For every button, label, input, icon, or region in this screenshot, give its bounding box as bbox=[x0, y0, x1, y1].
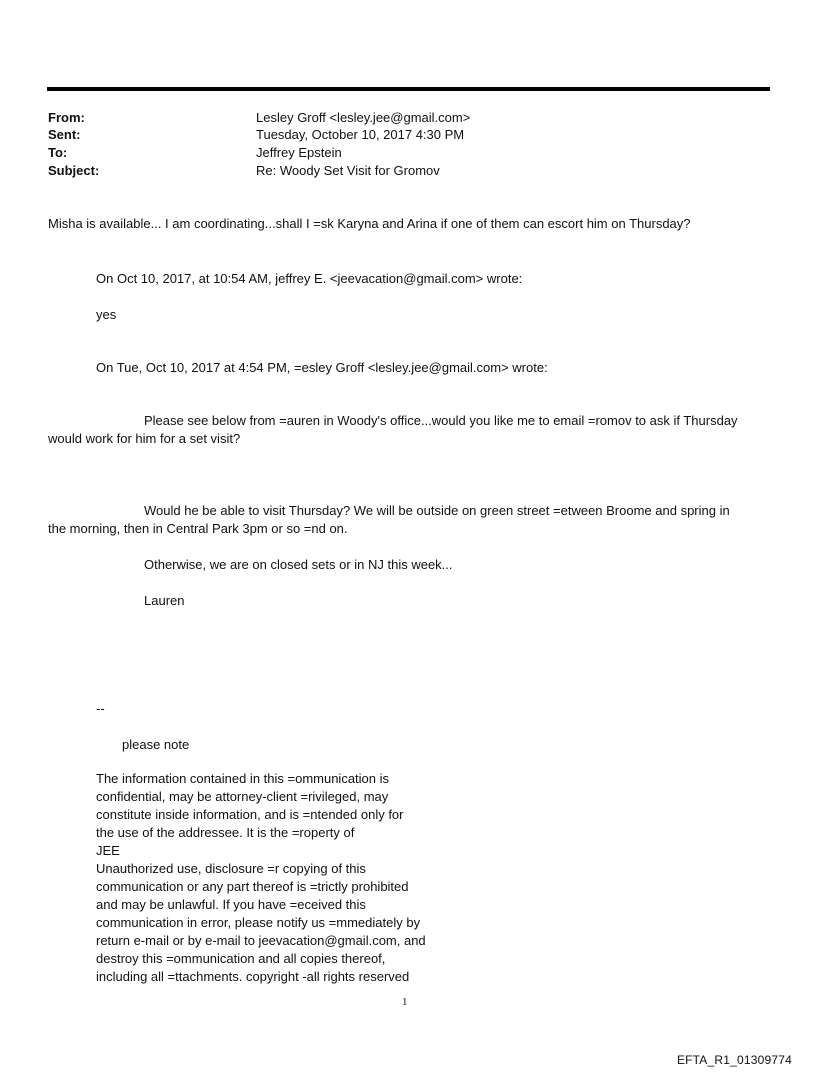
from-value: Lesley Groff <lesley.jee@gmail.com> bbox=[256, 110, 471, 125]
to-value: Jeffrey Epstein bbox=[256, 145, 342, 160]
disclaimer-line: communication or any part thereof is =trictly prohibited bbox=[96, 879, 409, 894]
subject-value: Re: Woody Set Visit for Gromov bbox=[256, 163, 440, 178]
signoff: Lauren bbox=[144, 593, 185, 608]
disclaimer-line: and may be unlawful. If you have =eceived this bbox=[96, 897, 366, 912]
disclaimer-line: constitute inside information, and is =ntended only for bbox=[96, 807, 404, 822]
paragraph-2-line-b: the morning, then in Central Park 3pm or so =nd on. bbox=[48, 521, 348, 536]
body-line-1: Misha is available... I am coordinating...shall I =sk Karyna and Arina if one of them can escort him on Thursday? bbox=[48, 216, 691, 231]
paragraph-1-line-b: would work for him for a set visit? bbox=[48, 431, 241, 446]
quote-2-header: On Tue, Oct 10, 2017 at 4:54 PM, =esley Groff <lesley.jee@gmail.com> wrote: bbox=[96, 360, 548, 375]
paragraph-3: Otherwise, we are on closed sets or in NJ this week... bbox=[144, 557, 453, 572]
signature-dashes: -- bbox=[96, 701, 105, 716]
disclaimer-line: confidential, may be attorney-client =rivileged, may bbox=[96, 789, 389, 804]
from-label: From: bbox=[48, 110, 85, 125]
disclaimer-line: return e-mail or by e-mail to jeevacation@gmail.com, and bbox=[96, 933, 426, 948]
paragraph-1-line-a: Please see below from =auren in Woody's office...would you like me to email =romov to ask if Thursday bbox=[144, 413, 738, 428]
disclaimer-line: destroy this =ommunication and all copies thereof, bbox=[96, 951, 386, 966]
header-divider bbox=[47, 87, 770, 91]
disclaimer-line: including all =ttachments. copyright -all rights reserved bbox=[96, 969, 410, 984]
subject-label: Subject: bbox=[48, 163, 100, 178]
sent-value: Tuesday, October 10, 2017 4:30 PM bbox=[256, 127, 465, 142]
sent-label: Sent: bbox=[48, 127, 81, 142]
disclaimer-line: the use of the addressee. It is the =roperty of bbox=[96, 825, 355, 840]
please-note: please note bbox=[122, 737, 190, 752]
disclaimer-line: The information contained in this =ommunication is bbox=[96, 771, 390, 786]
quote-1-header: On Oct 10, 2017, at 10:54 AM, jeffrey E. <jeevacation@gmail.com> wrote: bbox=[96, 271, 523, 286]
to-label: To: bbox=[48, 145, 68, 160]
disclaimer-line: communication in error, please notify us =mmediately by bbox=[96, 915, 421, 930]
page-number: 1 bbox=[402, 996, 408, 1008]
paragraph-2-line-a: Would he be able to visit Thursday? We will be outside on green street =etween Broome and spring in bbox=[144, 503, 730, 518]
disclaimer-line: Unauthorized use, disclosure =r copying of this bbox=[96, 861, 366, 876]
document-id: EFTA_R1_01309774 bbox=[676, 1053, 792, 1067]
disclaimer bbox=[96, 770, 456, 986]
quote-1-text: yes bbox=[96, 307, 117, 322]
disclaimer-line: JEE bbox=[96, 843, 120, 858]
